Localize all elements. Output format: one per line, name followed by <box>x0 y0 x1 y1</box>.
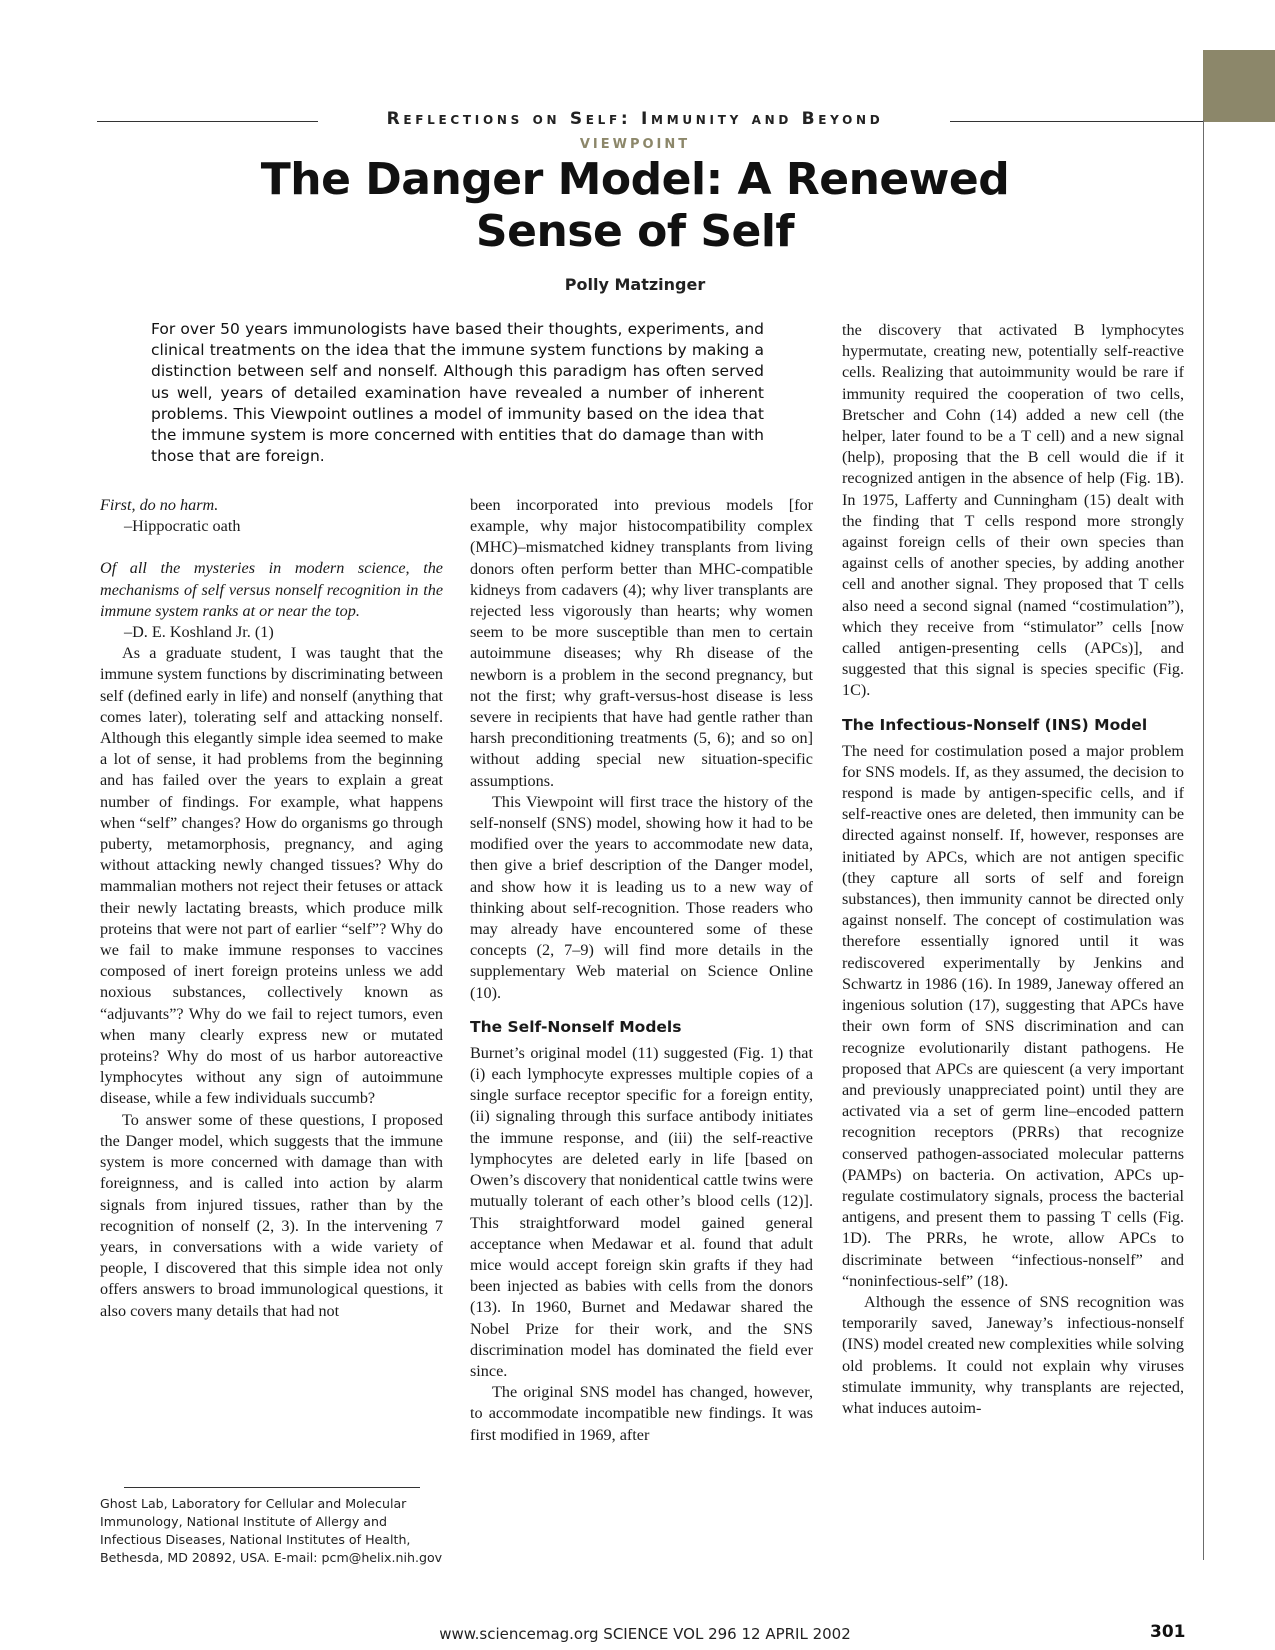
body-paragraph: To answer some of these questions, I proposed the Danger model, which suggests that the immune system is more concerned with damage than with foreignness, and is called into action by alarm signals from injured tissues, rather than by the recognition of nonself (2, 3). In the intervening 7 years, in conversations with a wide variety of people, I discovered that this simple idea not only offers answers to broad immunological questions, it also covers many details that had not <box>100 1110 443 1320</box>
epigraph-source: –Hippocratic oath <box>124 517 241 536</box>
footnote-rule <box>124 1487 420 1488</box>
body-paragraph: been incorporated into previous models [for example, why major histocompatibility complex (MHC)–mismatched kidney transplants from living donors often perform better than MHC-compatible kidneys from cadavers (4); why liver transplants are rejected less vigorously than hearts; why women seem to be more susceptible than men to certain autoimmune diseases; why Rh disease of the newborn is a problem in the second pregnancy, but not the first; why graft-versus-host disease is less severe in recipients that have had gentle rather than harsh preconditioning treatments (5, 6); and so on] without adding special new situation-specific assumptions. <box>470 496 813 790</box>
body-paragraph: Burnet’s original model (11) suggested (Fig. 1) that (i) each lymphocyte expresses multiple copies of a single surface receptor specific for a foreign entity, (ii) signaling through this surface antibody initiates the immune response, and (iii) the self-reactive lymphocytes are deleted early in life [based on Owen’s discovery that nonidentical cattle twins were mutually tolerant of each other’s blood cells (12)]. This straightforward model gained general acceptance when Medawar et al. found that adult mice would accept foreign skin grafts if they had been injected as babies with cells from the donors (13). In 1960, Burnet and Medawar shared the Nobel Prize for their work, and the SNS discrimination model has dominated the field ever since. <box>470 1043 813 1380</box>
corner-color-tab <box>1203 50 1275 122</box>
body-paragraph: As a graduate student, I was taught that the immune system functions by discriminating between self (defined early in life) and nonself (anything that comes later), tolerating self and attacking nonself. Although this elegantly simple idea seemed to make a lot of sense, it had problems from the beginning and has failed over the years to explain a great number of findings. For example, what happens when “self” changes? How do organisms go through puberty, metamorphosis, pregnancy, and aging without attacking newly changed tissues? Why do mammalian mothers not reject their fetuses or attack their newly lactating breasts, which produce milk proteins that were not part of earlier “self”? Why do we fail to make immune responses to vaccines composed of inert foreign proteins unless we add noxious substances, collectively known as “adjuvants”? Why do we fail to reject tumors, even when many clearly express new or mutated proteins? Why do most of us harbor autoreactive lymphocytes without any sign of autoimmune disease, while a few individuals succumb? <box>100 644 443 1108</box>
section-title-rule-left <box>97 121 318 122</box>
section-title: Reflections on Self: Immunity and Beyond <box>386 109 884 129</box>
article-kicker: VIEWPOINT <box>579 137 691 152</box>
body-paragraph: the discovery that activated B lymphocytes hypermutate, creating new, potentially self-reactive cells. Realizing that autoimmunity would be rare if immunity required the cooperation of two cells, Bretscher and Cohn (14) added a new cell (the helper, later found to be a T cell) and a new signal (help), proposing that the B cell would die if it recognized antigen in the absence of help (Fig. 1B). In 1975, Lafferty and Cunningham (15) dealt with the finding that T cells respond more strongly against foreign cells of their own species than against cells of another species, by adding another cell and another signal. They proposed that T cells also need a second signal (named “costimulation”), which they receive from “stimulator” cells [now called antigen-presenting cells (APCs)], and suggested that this signal is species specific (Fig. 1C). <box>842 321 1184 700</box>
footer-citation: www.sciencemag.org SCIENCE VOL 296 12 APRIL 2002 <box>439 1625 851 1643</box>
author-affiliation-footnote: Ghost Lab, Laboratory for Cellular and Molecular Immunology, National Institute of Allergy and Infectious Diseases, National Institutes of Health, Bethesda, MD 20892, USA. E-mail: pcm@helix.nih.gov <box>100 1496 443 1565</box>
epigraph-source: –D. E. Koshland Jr. (1) <box>124 623 274 642</box>
right-margin-rule <box>1203 120 1204 1560</box>
page-number: 301 <box>1150 1622 1186 1642</box>
section-title-rule-right <box>950 121 1203 122</box>
text-column-2 <box>470 495 813 1446</box>
section-heading: The Infectious-Nonself (INS) Model <box>842 715 1148 734</box>
article-author: Polly Matzinger <box>564 275 706 294</box>
article-abstract: For over 50 years immunologists have based their thoughts, experiments, and clinical treatments on the idea that the immune system functions by making a distinction between self and nonself. Although this paradigm has often served us well, years of detailed examination have revealed a number of inherent problems. This Viewpoint outlines a model of immunity based on the idea that the immune system is more concerned with entities that do damage than with those that are foreign. <box>151 320 764 466</box>
epigraph-quote: Of all the mysteries in modern science, the mechanisms of self versus nonself recognition in the immune system ranks at or near the top. <box>100 559 443 620</box>
epigraph-quote: First, do no harm. <box>100 496 219 514</box>
body-paragraph: The original SNS model has changed, however, to accommodate incompatible new findings. It was first modified in 1969, after <box>470 1383 813 1444</box>
article-title: The Danger Model: A Renewed Sense of Self <box>260 154 1010 257</box>
body-paragraph: Although the essence of SNS recognition was temporarily saved, Janeway’s infectious-nonself (INS) model created new complexities while solving old problems. It could not explain why viruses stimulate immunity, why transplants are rejected, what induces autoim- <box>842 1292 1184 1417</box>
body-paragraph: The need for costimulation posed a major problem for SNS models. If, as they assumed, the decision to respond is made by antigen-specific cells, and if self-reactive ones are deleted, then immunity can be directed against nonself. If, however, responses are initiated by APCs, which are not antigen specific (they capture all sorts of self and foreign substances), then immunity cannot be directed only against nonself. The concept of costimulation was therefore essentially ignored until it was rediscovered experimentally by Jenkins and Schwartz in 1986 (16). In 1989, Janeway offered an ingenious solution (17), suggesting that APCs have their own form of SNS discrimination and can recognize evolutionarily distant pathogens. He proposed that APCs are quiescent (a very important and previously unappreciated point) until they are activated via a set of germ line–encoded pattern recognition receptors (PRRs) that recognize conserved pathogen-associated molecular patterns (PAMPs) on bacteria. On activation, APCs up-regulate costimulatory signals, process the bacterial antigens, and present them to passing T cells (Fig. 1D). The PRRs, he wrote, allow APCs to discriminate between “infectious-nonself” and “noninfectious-self” (18). <box>842 741 1184 1290</box>
section-heading: The Self-Nonself Models <box>470 1017 682 1036</box>
text-column-1 <box>100 495 443 1322</box>
body-paragraph: This Viewpoint will first trace the history of the self-nonself (SNS) model, showing how it had to be modified over the years to accommodate new data, then give a brief description of the Danger model, and show how it is leading us to a new way of thinking about self-recognition. Those readers who may already have encountered some of these concepts (2, 7–9) will find more details in the supplementary Web material on Science Online (10). <box>470 792 813 1002</box>
text-column-3 <box>842 320 1184 1419</box>
